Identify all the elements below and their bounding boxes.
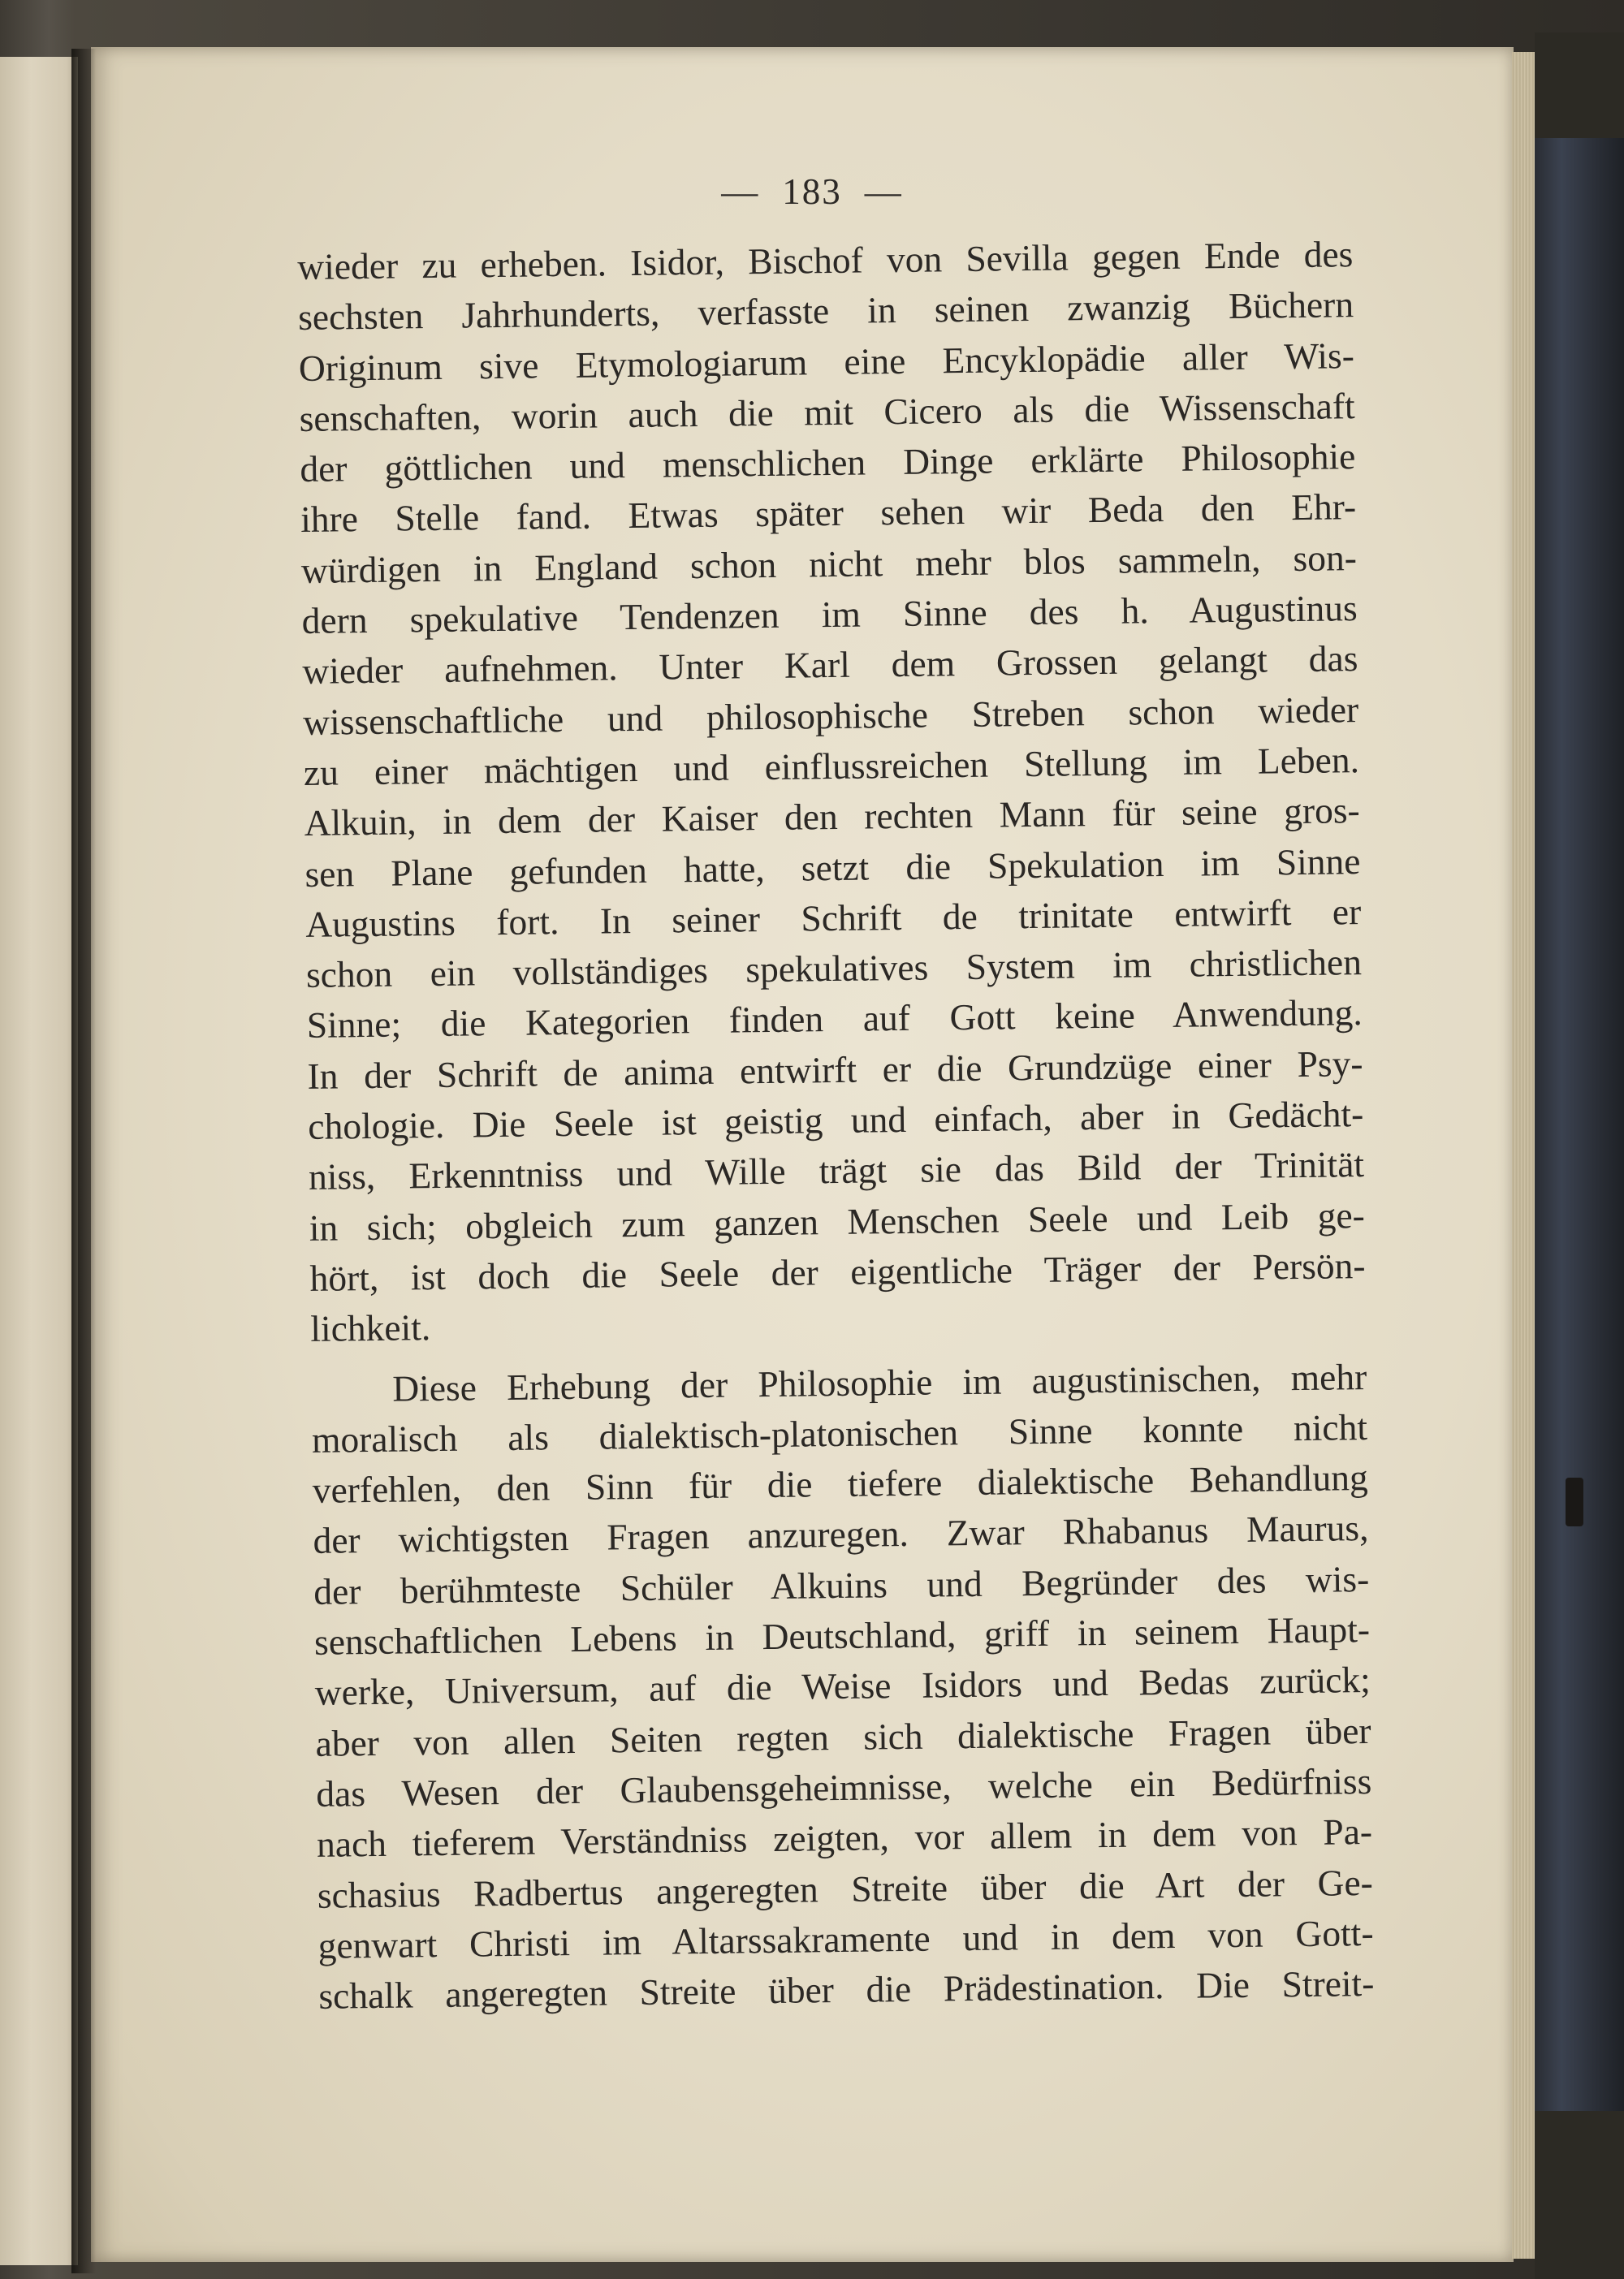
text-line: genwart Christi im Altarssakramente und in dem von Gott-	[317, 1911, 1374, 1966]
text-line: der berühmteste Schüler Alkuins und Begründer des wis-	[313, 1557, 1370, 1612]
text-line: moralisch als dialektisch-platonischen Sinne konnte nicht	[311, 1405, 1368, 1461]
text-line: Augustins fort. In seiner Schrift de trinitate entwirft er	[304, 890, 1362, 945]
text-line: der wichtigsten Fragen anzuregen. Zwar Rhabanus Maurus,	[313, 1507, 1369, 1562]
text-line: Alkuin, in dem der Kaiser den rechten Mann für seine gros-	[304, 789, 1360, 844]
page-fore-edge	[1512, 52, 1535, 2259]
book-gutter-shadow	[71, 49, 96, 2273]
text-line: lichkeit.	[310, 1306, 431, 1350]
text-line: senschaften, worin auch die mit Cicero als die Wissenschaft	[299, 384, 1355, 439]
text-line: sechsten Jahrhunderts, verfasste in seinen zwanzig Büchern	[297, 283, 1354, 339]
text-line: aber von allen Seiten regten sich dialektische Fragen über	[315, 1709, 1371, 1764]
previous-page-edge	[0, 57, 78, 2265]
text-line: Originum sive Etymologiarum eine Encyklopädie aller Wis-	[298, 334, 1355, 389]
body-text	[297, 229, 1375, 2022]
text-line: verfehlen, den Sinn für die tiefere dialektische Behandlung	[312, 1457, 1368, 1512]
page-number: 183	[782, 171, 842, 212]
text-line: nach tieferem Verständniss zeigten, vor allem in dem von Pa-	[316, 1811, 1373, 1866]
paragraph-2	[311, 1352, 1375, 2022]
header-dash-left: —	[721, 171, 760, 212]
text-line: Diese Erhebung der Philosophie im augustinischen, mehr	[391, 1355, 1367, 1409]
text-line: der göttlichen und menschlichen Dinge erklärte Philosophie	[300, 435, 1356, 490]
page-header	[0, 170, 1624, 213]
header-dash-right: —	[864, 171, 903, 212]
text-line: schon ein vollständiges spekulatives System im christlichen	[305, 941, 1363, 996]
text-line: hört, ist doch die Seele der eigentliche Träger der Persön-	[309, 1244, 1366, 1299]
text-line: chologie. Die Seele ist geistig und einfach, aber in Gedächt-	[307, 1093, 1364, 1147]
text-line: schalk angeregten Streite über die Prädestination. Die Streit-	[318, 1962, 1375, 2017]
cover-corner-bottom	[1535, 2111, 1624, 2279]
text-line: ihre Stelle fand. Etwas später sehen wir Beda den Ehr-	[300, 486, 1357, 541]
book-cover-right	[1535, 32, 1624, 2279]
text-line: In der Schrift de anima entwirft er die Grundzüge einer Psy-	[307, 1042, 1363, 1097]
cover-clasp	[1566, 1478, 1583, 1526]
text-line: in sich; obgleich zum ganzen Menschen Seele und Leib ge-	[309, 1193, 1366, 1249]
text-line: niss, Erkenntniss und Wille trägt sie das Bild der Trinität	[308, 1143, 1365, 1198]
text-line: wissenschaftliche und philosophische Streben schon wieder	[302, 688, 1359, 743]
text-line: wieder aufnehmen. Unter Karl dem Grossen gelangt das	[302, 637, 1358, 693]
text-line: werke, Universum, auf die Weise Isidors und Bedas zurück;	[314, 1659, 1371, 1714]
paragraph-1	[297, 229, 1367, 1354]
text-line: senschaftlichen Lebens in Deutschland, griff in seinem Haupt-	[313, 1608, 1371, 1663]
text-line: wieder zu erheben. Isidor, Bischof von Sevilla gegen Ende des	[297, 233, 1354, 287]
text-line: zu einer mächtigen und einflussreichen Stellung im Leben.	[303, 739, 1360, 793]
text-line: das Wesen der Glaubensgeheimnisse, welche ein Bedürfniss	[316, 1759, 1372, 1815]
text-line: schasius Radbertus angeregten Streite über die Art der Ge-	[317, 1861, 1374, 1916]
text-line: sen Plane gefunden hatte, setzt die Spekulation im Sinne	[304, 840, 1361, 895]
text-line: würdigen in England schon nicht mehr blos sammeln, son-	[300, 536, 1358, 591]
text-line: dern spekulative Tendenzen im Sinne des h. Augustinus	[301, 587, 1358, 642]
cover-corner-top	[1535, 32, 1624, 138]
text-line: Sinne; die Kategorien finden auf Gott keine Anwendung.	[306, 991, 1363, 1047]
